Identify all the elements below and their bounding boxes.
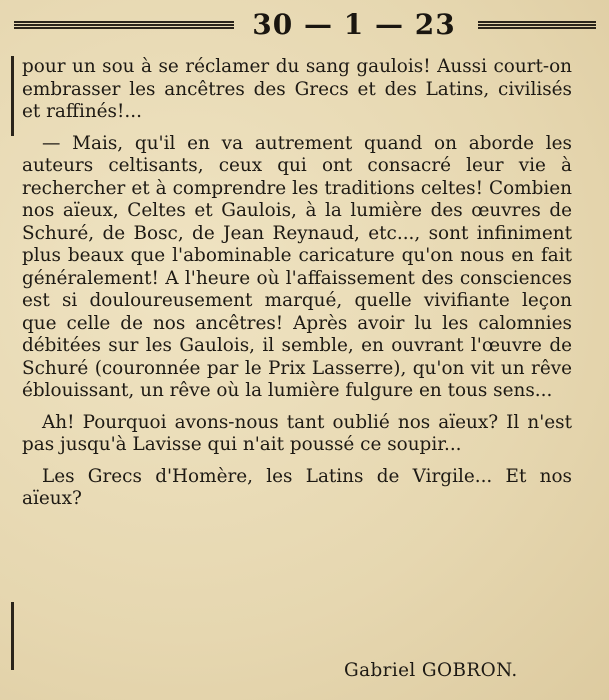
paragraph: pour un sou à se réclamer du sang gaulois! Aussi court-on embrasser les ancêtres des Grecs et des Latins, civilisés et raffinés!... <box>22 56 572 122</box>
paragraph: Les Grecs d'Homère, les Latins de Virgile... Et nos aïeux? <box>22 465 572 509</box>
paragraph: — Mais, qu'il en va autrement quand on aborde les auteurs celtisants, ceux qui ont consacré leur vie à rechercher et à comprendre les traditions celtes! Combien nos aïeux, Celtes et Gaulois, à la lumière des œuvres de Schuré, de Bosc, de Jean Reynaud, etc..., sont infiniment plus beaux que l'abominable caricature qu'on nous en fait généralement! A l'heure où l'affaissement des consciences est si douloureusement marqué, quelle vivifiante leçon que celle de nos ancêtres! Après avoir lu les calomnies débitées sur les Gaulois, il semble, en ouvrant l'œuvre de Schuré (couronnée par le Prix Lasserre), qu'on vit un rêve éblouissant, un rêve où la lumière fulgure en tous sens... <box>22 132 572 401</box>
article-body <box>22 56 572 511</box>
header-rule-right <box>478 20 596 29</box>
column-rule-top <box>11 56 14 136</box>
column-rule-bottom <box>11 602 14 670</box>
author-signature: Gabriel GOBRON. <box>344 660 518 681</box>
page-header <box>0 8 609 44</box>
header-date: 30 — 1 — 23 <box>252 8 456 41</box>
paragraph: Ah! Pourquoi avons-nous tant oublié nos aïeux? Il n'est pas jusqu'à Lavisse qui n'ait poussé ce soupir... <box>22 411 572 455</box>
header-rule-left <box>14 20 234 29</box>
